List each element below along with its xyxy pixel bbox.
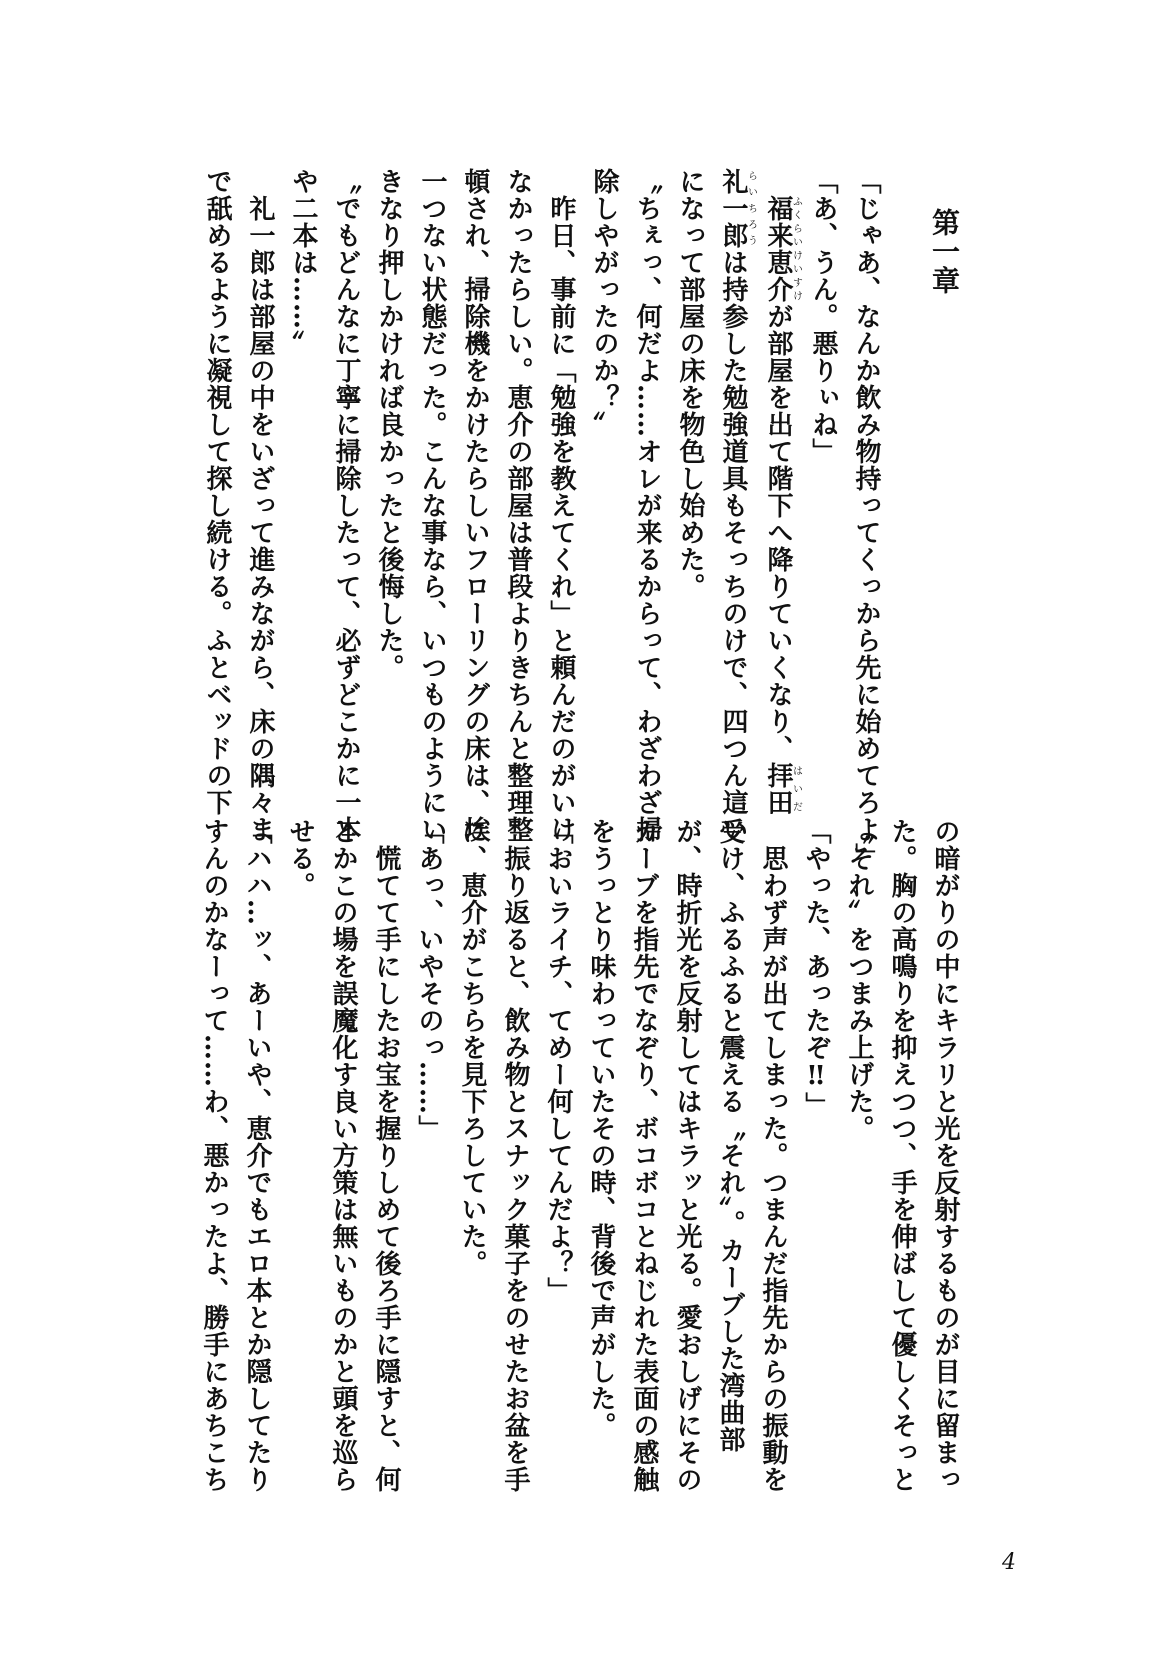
- text-line: 一つない状態だった。こんな事なら、いつものようにい: [417, 168, 447, 843]
- text-line: 〝それ〟をつまみ上げた。: [844, 818, 874, 1142]
- ruby-raiichirou: らいちろう: [745, 168, 757, 249]
- text-line: 慌てて手にしたお宝を握りしめて後ろ手に隠すと、何: [371, 818, 401, 1493]
- text-line: 除しやがったのか？〟: [589, 168, 619, 438]
- text-line: 振り返ると、飲み物とスナック菓子をのせたお盆を手: [500, 818, 530, 1493]
- text-line: 「やった、あったぞ‼」: [801, 818, 831, 1119]
- ruby-line-mid-text: が部屋を出て階下へ降りていくなり、: [763, 303, 793, 762]
- text-line: きなり押しかければ良かったと後悔した。: [374, 168, 404, 681]
- text-line: や二本は……〟: [288, 168, 318, 357]
- ruby-fukurai-keisuke: ふくらいけいすけ: [790, 195, 802, 303]
- text-line: とかこの場を誤魔化す良い方策は無いものかと頭を巡ら: [328, 818, 358, 1493]
- name-raiichirou: 礼一郎: [718, 168, 748, 249]
- text-line: 受け、ふるふると震える〝それ〟。カーブした湾曲部: [715, 818, 745, 1453]
- text-line: すんのかなーって……わ、悪かったよ、勝手にあちこち: [199, 818, 229, 1493]
- ruby-haida: はいだ: [790, 762, 802, 816]
- ruby-text-line: [711, 168, 756, 848]
- text-line: 礼一郎は部屋の中をいざって進みながら、床の隅々ま: [245, 168, 275, 843]
- text-line-rest: は持参した勉強道具もそっちのけで、四つん這い: [718, 249, 748, 843]
- text-line: をうっとり味わっていたその時、背後で声がした。: [586, 818, 616, 1439]
- ruby-line-indent: [763, 168, 793, 195]
- name-haida: 拝田: [763, 762, 793, 816]
- text-line: 「あ、うん。悪りぃね」: [808, 168, 838, 465]
- chapter-title: 第一章: [928, 208, 961, 295]
- name-fukurai-keisuke: 福来恵介: [763, 195, 793, 303]
- text-line: 頓され、掃除機をかけたらしいフローリングの床は、埃: [460, 168, 490, 843]
- text-line: の暗がりの中にキラリと光を反射するものが目に留まっ: [930, 818, 960, 1493]
- text-line: になって部屋の床を物色し始めた。: [675, 168, 705, 600]
- text-line: 思わず声が出てしまった。つまんだ指先からの振動を: [758, 818, 788, 1493]
- lower-text-block: [192, 818, 966, 1518]
- page-number: 4: [1002, 1550, 1016, 1575]
- name-ruby-fukurai: [763, 195, 802, 303]
- text-line: 「ハハ…ッ、あーいや、恵介でもエロ本とか隠してたり: [242, 818, 272, 1493]
- text-line: 昨日、事前に「勉強を教えてくれ」と頼んだのがいけ: [546, 168, 576, 843]
- text-line: た。胸の高鳴りを抑えつつ、手を伸ばして優しくそっと: [887, 818, 917, 1493]
- text-line: 〝でもどんなに丁寧に掃除したって、必ずどこかに一本: [331, 168, 361, 843]
- text-line: 「おいライチ、てめー何してんだよ？」: [543, 818, 573, 1304]
- text-line: で舐めるように凝視して探し続ける。ふとベッドの下: [202, 168, 232, 816]
- text-line: カーブを指先でなぞり、ボコボコとねじれた表面の感触: [629, 818, 659, 1493]
- text-line: に、恵介がこちらを見下ろしていた。: [457, 818, 487, 1277]
- text-line: 「じゃあ、なんか飲み物持ってくっから先に始めてろよ」: [851, 168, 881, 870]
- name-ruby-haida: [763, 762, 802, 816]
- text-line: 「あっ、いやそのっ……」: [414, 818, 444, 1142]
- ruby-text-line: [756, 168, 801, 848]
- text-line: 〝ちぇっ、何だよ……オレが来るからって、わざわざ掃: [632, 168, 662, 843]
- name-ruby-raiichirou: [718, 168, 757, 249]
- text-line: なかったらしい。恵介の部屋は普段よりきちんと整理整: [503, 168, 533, 843]
- text-line: が、時折光を反射してはキラッと光る。愛おしげにその: [672, 818, 702, 1493]
- text-line: せる。: [285, 818, 315, 899]
